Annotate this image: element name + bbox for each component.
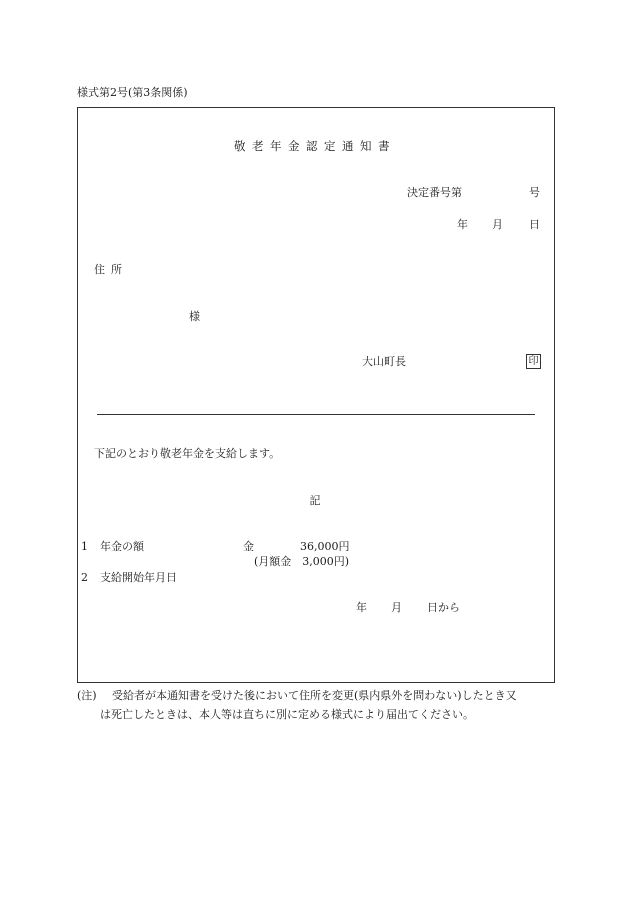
- issue-date-year: 年: [457, 218, 468, 231]
- divider-line: [97, 414, 535, 415]
- issue-date-month: 月: [492, 218, 503, 231]
- ki-heading: 記: [309, 494, 321, 507]
- issuer-name: 大山町長: [362, 355, 406, 368]
- item-1-number: 1: [81, 540, 88, 553]
- item-1-kin: 金: [243, 540, 254, 553]
- note-label: (注): [77, 689, 97, 702]
- item-1-monthly-amount: (月額金 3,000円): [254, 555, 350, 568]
- seal-mark: 印: [526, 354, 541, 369]
- notice-frame: [77, 107, 555, 683]
- note-line-2: は死亡したときは、本人等は直ちに別に定める様式により届出てください。: [100, 708, 474, 721]
- address-label: 住所: [94, 263, 128, 276]
- item-1-label: 年金の額: [100, 540, 144, 553]
- decision-number-suffix: 号: [529, 186, 540, 199]
- item-1-amount: 36,000円: [300, 540, 350, 553]
- form-number-label: 様式第2号(第3条関係): [77, 86, 188, 99]
- issue-date-day: 日: [529, 218, 540, 231]
- start-date-year: 年: [356, 601, 367, 614]
- payment-statement: 下記のとおり敬老年金を支給します。: [94, 447, 281, 460]
- document-title: 敬老年金認定通知書: [234, 139, 396, 153]
- start-date-day: 日から: [427, 601, 460, 614]
- recipient-honorific: 様: [189, 310, 200, 323]
- item-2-number: 2: [81, 571, 88, 584]
- decision-number-label: 決定番号第: [407, 186, 462, 199]
- note-line-1: 受給者が本通知書を受けた後において住所を変更(県内県外を問わない)したとき又: [112, 689, 517, 702]
- start-date-month: 月: [391, 601, 402, 614]
- item-2-label: 支給開始年月日: [100, 571, 177, 584]
